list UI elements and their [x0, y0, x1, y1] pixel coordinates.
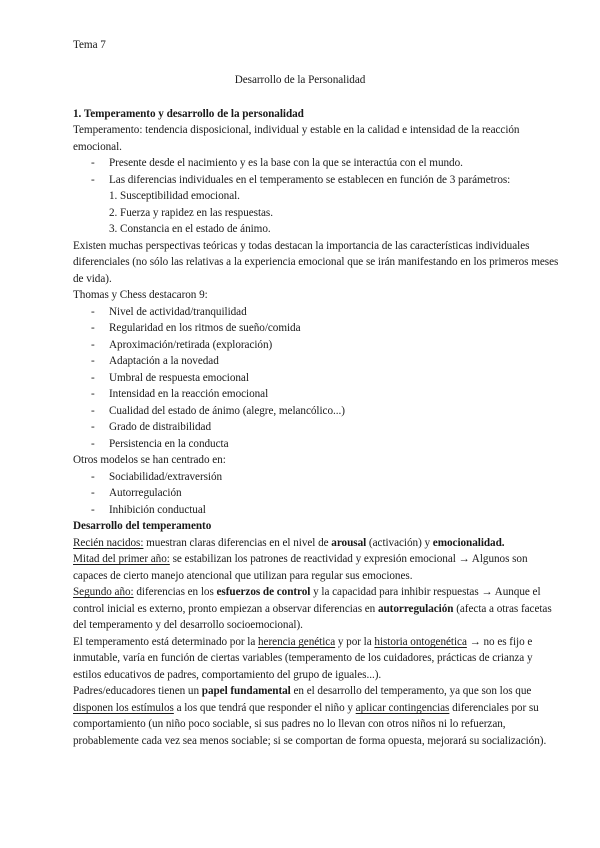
- list-item-text: Aproximación/retirada (exploración): [109, 339, 273, 351]
- dash-bullet-icon: -: [91, 388, 95, 400]
- text-span: (afecta a otras facetas: [453, 603, 552, 615]
- underlined-term: herencia genética: [258, 636, 336, 648]
- dash-bullet-icon: -: [91, 471, 95, 483]
- paragraph-line: [73, 584, 541, 600]
- text-span: a los que tendrá que responder el niño y: [173, 702, 356, 714]
- dash-bullet-icon: -: [91, 339, 95, 351]
- paragraph-line: de vida).: [73, 273, 112, 285]
- underlined-term: aplicar contingencias: [355, 702, 450, 714]
- paragraph-line: [73, 601, 552, 617]
- underlined-term: historia ontogenética: [374, 636, 467, 648]
- subsection-heading: Desarrollo del temperamento: [73, 520, 212, 532]
- text-span: → no es fijo e: [466, 636, 533, 648]
- list-item-text: Grado de distraibilidad: [109, 421, 211, 433]
- text-span: El temperamento está determinado por la: [73, 636, 259, 648]
- list-intro: Otros modelos se han centrado en:: [73, 454, 226, 466]
- dash-bullet-icon: -: [91, 438, 95, 450]
- definition-line: Temperamento: tendencia disposicional, individual y estable en la calidad e intensidad de la reacción: [73, 124, 520, 136]
- paragraph-line: [73, 535, 505, 551]
- dash-bullet-icon: -: [91, 487, 95, 499]
- list-item-text: Persistencia en la conducta: [109, 438, 229, 450]
- bold-term: autorregulación: [377, 603, 454, 615]
- list-intro: Thomas y Chess destacaron 9:: [73, 289, 208, 301]
- list-item-text: Regularidad en los ritmos de sueño/comida: [109, 322, 301, 334]
- paragraph-line: capaces de cierto manejo atencional que utilizan para regular sus emociones.: [73, 570, 413, 582]
- dash-bullet-icon: -: [91, 322, 95, 334]
- list-item-text: Autorregulación: [109, 487, 182, 499]
- document-title: Desarrollo de la Personalidad: [234, 74, 366, 86]
- text-span: control inicial es externo, pronto empiezan a observar diferencias en: [73, 603, 378, 615]
- bold-term: esfuerzos de control: [216, 586, 311, 598]
- underlined-label: Mitad del primer año:: [73, 553, 170, 565]
- text-span: y la capacidad para inhibir respuestas → Aunque el: [310, 586, 541, 598]
- numbered-item-text: 1. Susceptibilidad emocional.: [109, 190, 240, 202]
- list-item-text: Adaptación a la novedad: [109, 355, 219, 367]
- paragraph-line: diferenciales (no sólo las relativas a la experiencia emocional que se irán manifestando en los primeros meses: [73, 256, 559, 268]
- paragraph-line: [73, 700, 539, 716]
- paragraph-line: [73, 683, 531, 699]
- bold-term: papel fundamental: [201, 685, 291, 697]
- dash-bullet-icon: -: [91, 405, 95, 417]
- text-span: muestran claras diferencias en el nivel de: [143, 537, 332, 549]
- section-heading: 1. Temperamento y desarrollo de la personalidad: [73, 108, 304, 120]
- text-span: se estabilizan los patrones de reactividad y expresión emocional → Algunos son: [169, 553, 528, 565]
- paragraph-line: probablemente cada vez sea menos sociable; si se comportan de forma opuesta, mejorará su socialización).: [73, 735, 547, 747]
- text-span: diferenciales por su: [449, 702, 539, 714]
- text-span: Padres/educadores tienen un: [73, 685, 202, 697]
- header-label: Tema 7: [73, 39, 106, 51]
- text-span: (activación) y: [366, 537, 433, 549]
- list-item-text: Intensidad en la reacción emocional: [109, 388, 269, 400]
- dash-bullet-icon: -: [91, 174, 95, 186]
- paragraph-line: Existen muchas perspectivas teóricas y todas destacan la importancia de las características individuales: [73, 240, 530, 252]
- dash-bullet-icon: -: [91, 355, 95, 367]
- list-item-text: Umbral de respuesta emocional: [109, 372, 249, 384]
- text-span: y por la: [335, 636, 375, 648]
- dash-bullet-icon: -: [91, 504, 95, 516]
- list-item-text: Cualidad del estado de ánimo (alegre, melancólico...): [109, 405, 345, 417]
- underlined-label: Recién nacidos:: [73, 537, 144, 549]
- dash-bullet-icon: -: [91, 306, 95, 318]
- paragraph-line: del temperamento y del desarrollo socioemocional).: [73, 619, 303, 631]
- list-item-text: Presente desde el nacimiento y es la base con la que se interactúa con el mundo.: [109, 157, 463, 169]
- paragraph-line: [73, 551, 528, 567]
- paragraph-line: inmutable, varía en función de ciertas variables (temperamento de los cuidadores, prácticas de crianza y: [73, 652, 533, 664]
- dash-bullet-icon: -: [91, 372, 95, 384]
- bold-term: emocionalidad.: [432, 537, 505, 549]
- numbered-item-text: 3. Constancia en el estado de ánimo.: [109, 223, 271, 235]
- list-item-text: Inhibición conductual: [109, 504, 206, 516]
- underlined-term: disponen los estímulos: [73, 702, 174, 714]
- underlined-label: Segundo año:: [73, 586, 134, 598]
- dash-bullet-icon: -: [91, 421, 95, 433]
- paragraph-line: [73, 634, 532, 650]
- paragraph-line: estilos educativos de padres, comportamiento del grupo de iguales...).: [73, 669, 382, 681]
- numbered-item-text: 2. Fuerza y rapidez en las respuestas.: [109, 207, 273, 219]
- list-item-text: Nivel de actividad/tranquilidad: [109, 306, 247, 318]
- list-item-text: Las diferencias individuales en el temperamento se establecen en función de 3 parámetros:: [109, 174, 511, 186]
- dash-bullet-icon: -: [91, 157, 95, 169]
- text-span: diferencias en los: [133, 586, 217, 598]
- definition-line: emocional.: [73, 141, 122, 153]
- text-span: en el desarrollo del temperamento, ya que son los que: [290, 685, 532, 697]
- bold-term: arousal: [331, 537, 367, 549]
- list-item-text: Sociabilidad/extraversión: [109, 471, 223, 483]
- paragraph-line: comportamiento (un niño poco sociable, si sus padres no lo llevan con otros niños ni lo refuerzan,: [73, 718, 506, 730]
